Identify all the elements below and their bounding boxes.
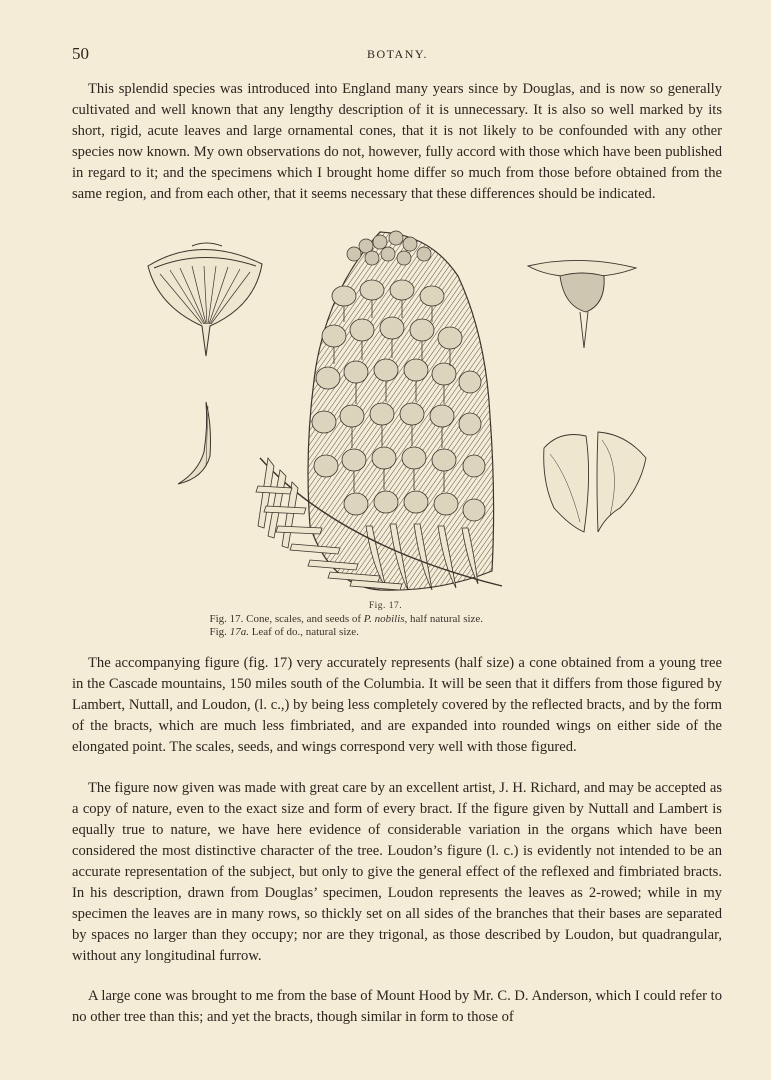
paragraph-intro: This splendid species was introduced into England many years since by Douglas, and is now so generally cultivated and well known that any lengthy description of it is unnecessary. It is also so well marked by its short, rigid, acute leaves and large ornamental cones, that it is not likely to be confounded with any other species now known. My own observations do not, however, fully accord with those which have been published in regard to it; and the specimens which I brought home differ so much from those before obtained from the same region, and from each other, that it seems necessary that these differences should be indicated.: [72, 81, 722, 202]
caption-fig-17a: Fig. 17a. Leaf of do., natural size.: [209, 626, 359, 638]
figure-captions: [0, 600, 771, 639]
running-head: BOTANY.: [367, 47, 428, 61]
figure-number: Fig. 17.: [368, 601, 403, 611]
cone-drawing: [308, 231, 494, 590]
seed-wings-drawing: [544, 432, 646, 532]
paragraph-cone-description: The accompanying figure (fig. 17) very accurately represents (half size) a cone obtained from a young tree in the Cascade mountains, 150 miles south of the Columbia. It will be seen that it differs from those figured by Lambert, Nuttall, and Loudon, (l. c.,) by being less completely covered by the reflected bracts, and by the form of the bracts, which are much less fimbriated, and are expanded into rounded wings on either side of the elongated point. The scales, seeds, and wings correspond very well with those figured.: [72, 655, 722, 755]
leaf-drawing: [178, 402, 211, 484]
cone-scale-drawing: [148, 243, 262, 356]
species-name: P. nobilis,: [363, 613, 408, 625]
page-number: 50: [72, 44, 89, 63]
figure-17-illustration: [140, 226, 650, 598]
seed-with-wing-drawing: [528, 260, 636, 348]
page-header: [72, 44, 723, 66]
cone-engraving: [140, 226, 650, 598]
caption-fig-17: Fig. 17. Cone, scales, and seeds of P. nobilis, half natural size.: [209, 613, 484, 625]
paragraph-mount-hood-cone: A large cone was brought to me from the base of Mount Hood by Mr. C. D. Anderson, which I could refer to no other tree than this; and yet the bracts, though similar in form to those of: [72, 988, 722, 1025]
paragraph-figure-accuracy: The figure now given was made with great care by an excellent artist, J. H. Richard, and may be accepted as a copy of nature, even to the exact size and form of every bract. If the figure given by Nuttall and Lambert is equally true to nature, we have here evidence of considerable variation in the organs which have been considered the most distinctive character of the tree. Loudon’s figure (l. c.) is evidently not intended to be an accurate representation of the subject, but only to give the general effect of the reflexed and fimbriated bracts. In his description, drawn from Douglas’ specimen, Loudon represents the leaves as 2-rowed; while in my specimen the leaves are in many rows, so thickly set on all sides of the branches that their bases are separated by spaces no larger than they occupy; nor are they trigonal, as those described by Loudon, but quadrangular, without any longitudinal furrow.: [72, 780, 722, 964]
